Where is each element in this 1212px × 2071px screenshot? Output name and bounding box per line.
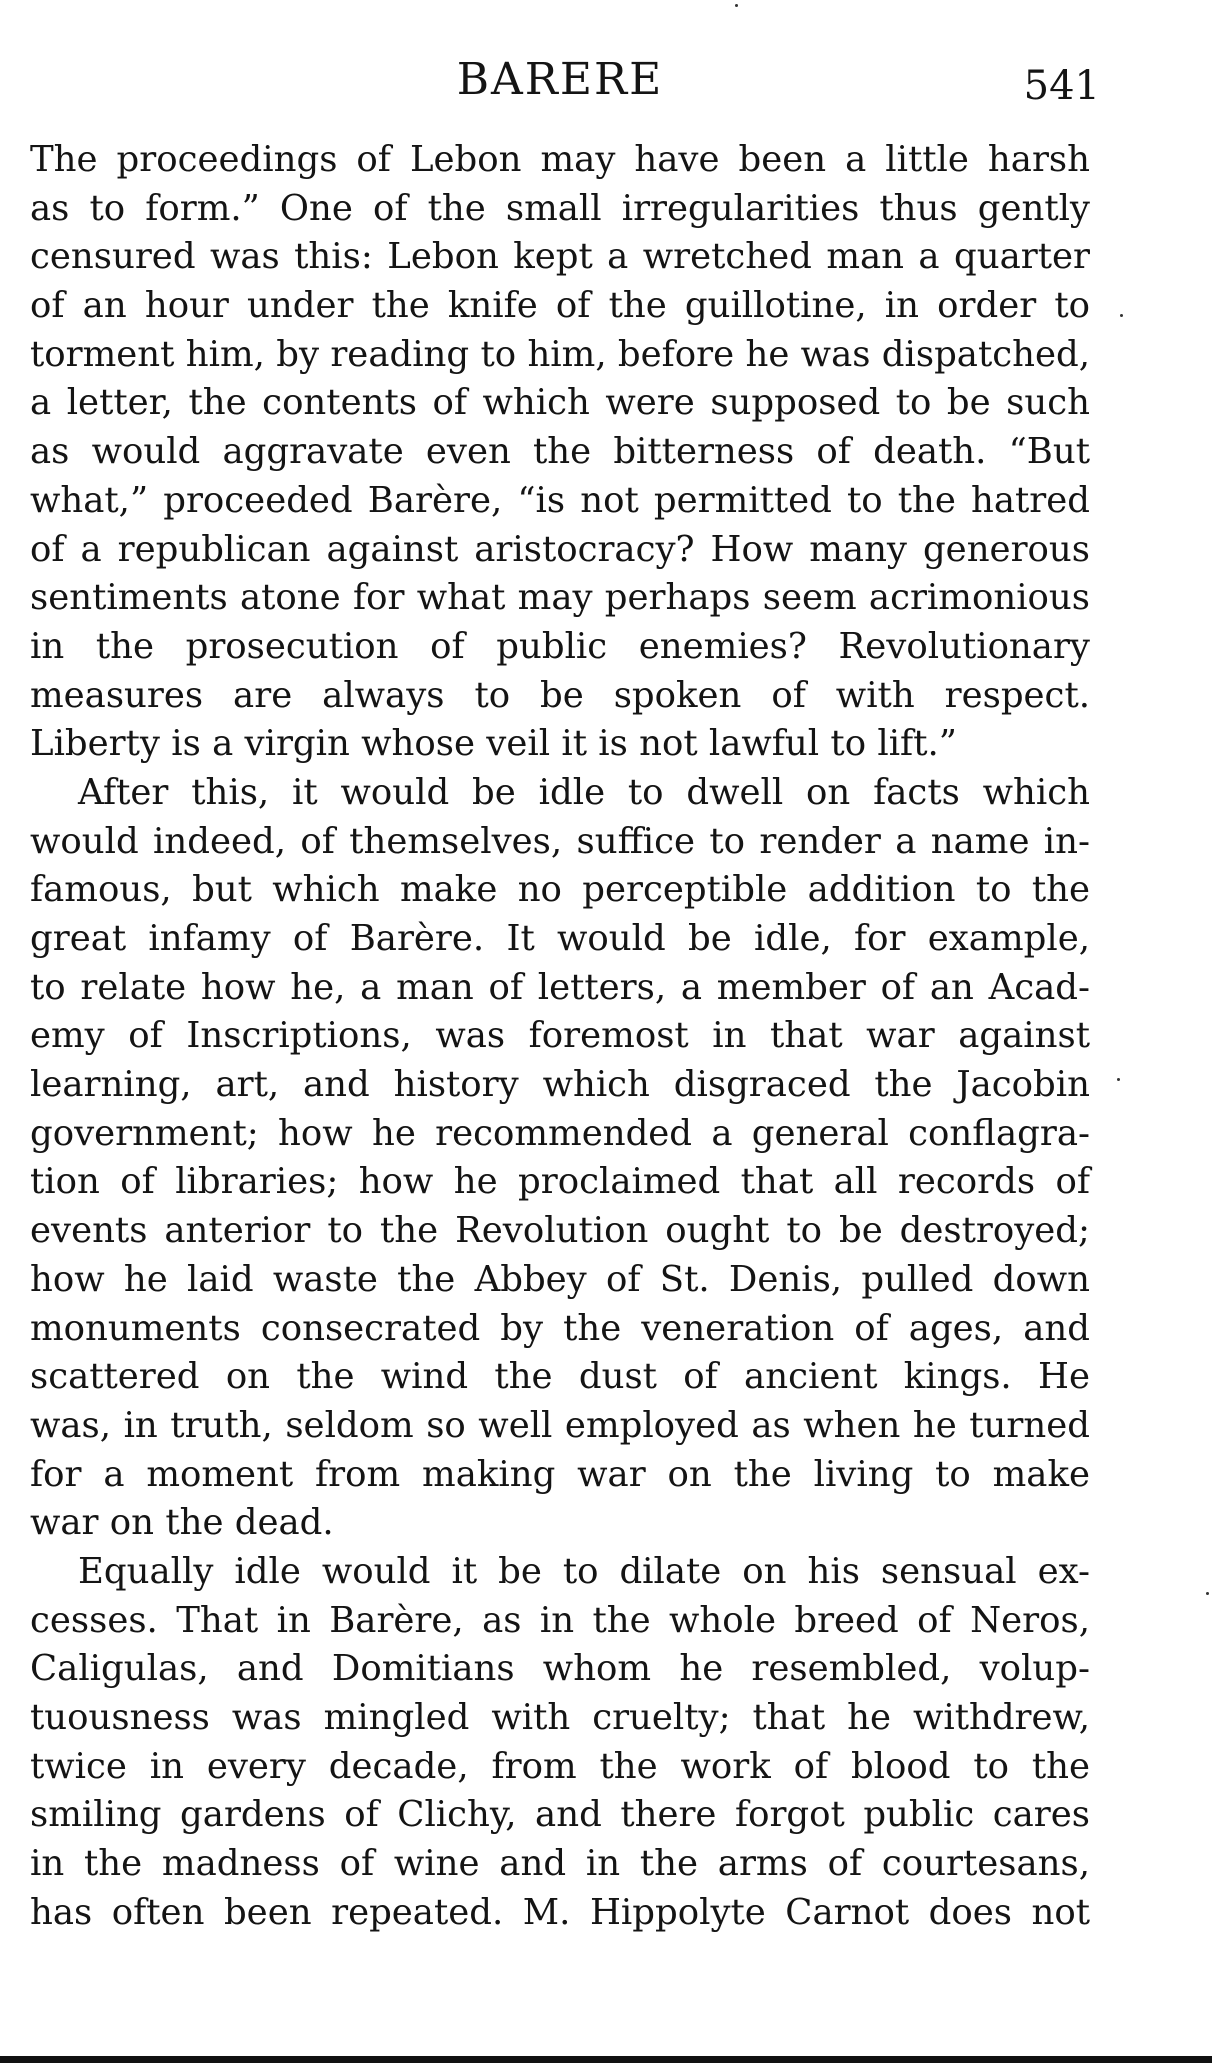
body-text — [30, 136, 1090, 1937]
paragraph-end-line: Liberty is a virgin whose veil it is not lawful to lift.” — [30, 723, 957, 765]
text-line: how he laid waste the Abbey of St. Denis, pulled down — [30, 1258, 1090, 1300]
running-title: BARERE — [456, 54, 664, 105]
page-number: 541 — [1023, 63, 1100, 109]
text-line: monuments consecrated by the veneration of ages, and — [30, 1307, 1090, 1349]
text-line: censured was this: Lebon kept a wretched man a quarter — [30, 236, 1090, 278]
text-line: as to form.” One of the small irregularities thus gently — [30, 187, 1090, 229]
text-line: cesses. That in Barère, as in the whole breed of Neros, — [30, 1599, 1090, 1641]
scan-speck — [735, 4, 738, 7]
text-line: of a republican against aristocracy? How many generous — [30, 528, 1090, 570]
text-line: in the prosecution of public enemies? Revolutionary — [30, 625, 1090, 667]
text-line: twice in every decade, from the work of blood to the — [30, 1745, 1090, 1787]
text-line: Caligulas, and Domitians whom he resembled, volup- — [30, 1648, 1090, 1690]
text-line: torment him, by reading to him, before he was dispatched, — [30, 333, 1090, 375]
text-line: famous, but which make no perceptible addition to the — [30, 869, 1090, 911]
text-line: great infamy of Barère. It would be idle, for example, — [30, 918, 1090, 959]
text-line: events anterior to the Revolution ought to be destroyed; — [30, 1210, 1090, 1252]
text-line: tuousness was mingled with cruelty; that he withdrew, — [30, 1697, 1090, 1738]
text-line: has often been repeated. M. Hippolyte Carnot does not — [30, 1891, 1090, 1933]
bottom-rule — [0, 2056, 1212, 2063]
text-line: was, in truth, seldom so well employed as when he turned — [30, 1404, 1090, 1446]
text-line: as would aggravate even the bitterness of death. “But — [30, 431, 1090, 473]
text-line: for a moment from making war on the living to make — [30, 1453, 1090, 1495]
text-line: government; how he recommended a general conflagra- — [30, 1112, 1090, 1154]
text-line: learning, art, and history which disgraced the Jacobin — [30, 1064, 1090, 1106]
text-line: what,” proceeded Barère, “is not permitted to the hatred — [30, 479, 1090, 521]
text-line: a letter, the contents of which were supposed to be such — [30, 382, 1090, 424]
paragraph-start-line: Equally idle would it be to dilate on his sensual ex- — [78, 1550, 1090, 1592]
text-line: in the madness of wine and in the arms of courtesans, — [30, 1843, 1090, 1885]
text-line: to relate how he, a man of letters, a member of an Acad- — [30, 966, 1090, 1008]
text-line: The proceedings of Lebon may have been a little harsh — [30, 139, 1090, 180]
text-line: would indeed, of themselves, suffice to render a name in- — [30, 820, 1090, 862]
text-line: of an hour under the knife of the guillotine, in order to — [30, 285, 1090, 327]
scan-speck — [1117, 1078, 1120, 1081]
text-line: scattered on the wind the dust of ancient kings. He — [30, 1356, 1090, 1398]
text-line: sentiments atone for what may perhaps seem acrimonious — [30, 577, 1090, 619]
scan-speck — [1206, 1592, 1209, 1595]
text-line: smiling gardens of Clichy, and there forgot public cares — [30, 1794, 1090, 1836]
paragraph-start-line: After this, it would be idle to dwell on facts which — [78, 771, 1090, 813]
text-line: tion of libraries; how he proclaimed that all records of — [30, 1161, 1090, 1203]
paragraph-end-line: war on the dead. — [30, 1502, 334, 1544]
running-head — [30, 50, 1100, 110]
text-line: emy of Inscriptions, was foremost in that war against — [30, 1015, 1090, 1057]
scan-speck — [1120, 314, 1123, 317]
text-line: measures are always to be spoken of with respect. — [30, 674, 1090, 716]
